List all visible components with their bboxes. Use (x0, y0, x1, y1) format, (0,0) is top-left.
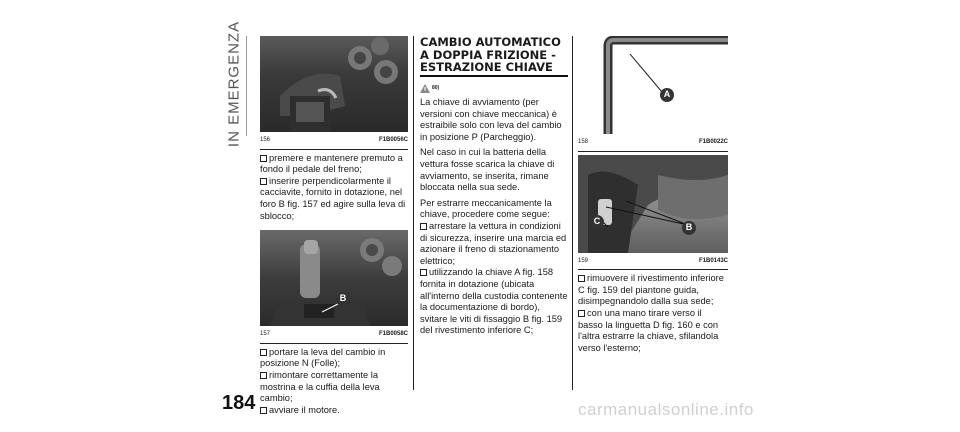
figure-code: F1B0022C (698, 139, 728, 145)
figure-number: 159 (578, 257, 589, 264)
page-number: 184 (222, 392, 256, 414)
checkbox-icon (260, 372, 267, 379)
callout-b: B (336, 292, 350, 306)
checkbox-icon (260, 155, 267, 162)
figure-158-caption (578, 134, 728, 152)
checkbox-icon (260, 349, 267, 356)
figure-157-caption (260, 326, 408, 344)
section-divider (246, 36, 247, 136)
step-item: rimontare correttamente la mostrina e la cuffia della leva cambio; (260, 369, 380, 404)
step-item: portare la leva del cambio in posizione N (Folle); (260, 346, 386, 369)
figure-159-steering-cover (578, 155, 728, 253)
step-item: premere e mantenere premuto a fondo il pedale del freno; (260, 152, 403, 175)
section-label: IN EMERGENZA (225, 20, 243, 148)
callout-c: C (590, 215, 604, 229)
checkbox-icon (420, 269, 427, 276)
figure-code: F1B0143C (698, 257, 728, 264)
column-2 (420, 36, 568, 337)
figure-number: 158 (578, 139, 589, 145)
figure-156-gearshift (260, 36, 408, 132)
paragraph: Per estrarre meccanicamente la chiave, procedere come segue: (420, 197, 552, 220)
step-item: arrestare la vettura in condizioni di sicurezza, inserire una marcia ed azionare il freno di stazionamento elettrico; (420, 221, 567, 266)
checkbox-icon (578, 310, 585, 317)
checkbox-icon (420, 223, 427, 230)
figure-code: F1B0056C (378, 137, 408, 143)
figure-158-key (578, 36, 728, 134)
figure-159-caption (578, 253, 728, 271)
column-1 (260, 36, 408, 416)
step-item: utilizzando la chiave A fig. 158 fornita in dotazione (ubicata all'interno della custodia contenente la documentazione di bordo), svitare le viti di fissaggio B fig. 159 del rivestimento inferiore C; (420, 267, 568, 336)
warning-triangle-icon (420, 84, 430, 93)
checkbox-icon (260, 407, 267, 414)
figure-156-caption (260, 132, 408, 150)
figure-number: 156 (260, 137, 271, 143)
figure-number: 157 (260, 331, 271, 338)
step-item: inserire perpendicolarmente il cacciavite, fornito in dotazione, nel foro B fig. 157 ed agire sulla leva di sblocco; (260, 175, 406, 221)
section-title: CAMBIO AUTOMATICO A DOPPIA FRIZIONE - ESTRAZIONE CHIAVE (420, 36, 568, 77)
step-item: avviare il motore. (260, 405, 408, 417)
watermark: carmanualsonline.info (578, 400, 754, 419)
step-item: con una mano tirare verso il basso la linguetta D fig. 160 e con l'altra estrarre la chiave, sfilandola verso l'esterno; (578, 307, 719, 353)
column-divider (572, 36, 573, 390)
step-item: rimuovere il rivestimento inferiore C fig. 159 del piantone guida, disimpegnandolo dalla sua sede; (578, 273, 724, 307)
callout-a: A (660, 88, 674, 102)
paragraph: La chiave di avviamento (per versioni con chiave meccanica) è estraibile solo con leva del cambio in posizione P (Parcheggio). (420, 97, 562, 142)
warning-ref: 80) (420, 83, 568, 95)
figure-157-gear-lever (260, 230, 408, 326)
column-divider (413, 36, 414, 390)
checkbox-icon (260, 178, 267, 185)
column-3 (578, 36, 728, 354)
figure-code: F1B0058C (378, 331, 408, 338)
callout-b: B (682, 221, 696, 235)
checkbox-icon (578, 275, 585, 282)
paragraph: Nel caso in cui la batteria della vettura fosse scarica la chiave di avviamento, se inserita, rimane bloccata nella sua sede. (420, 147, 555, 193)
